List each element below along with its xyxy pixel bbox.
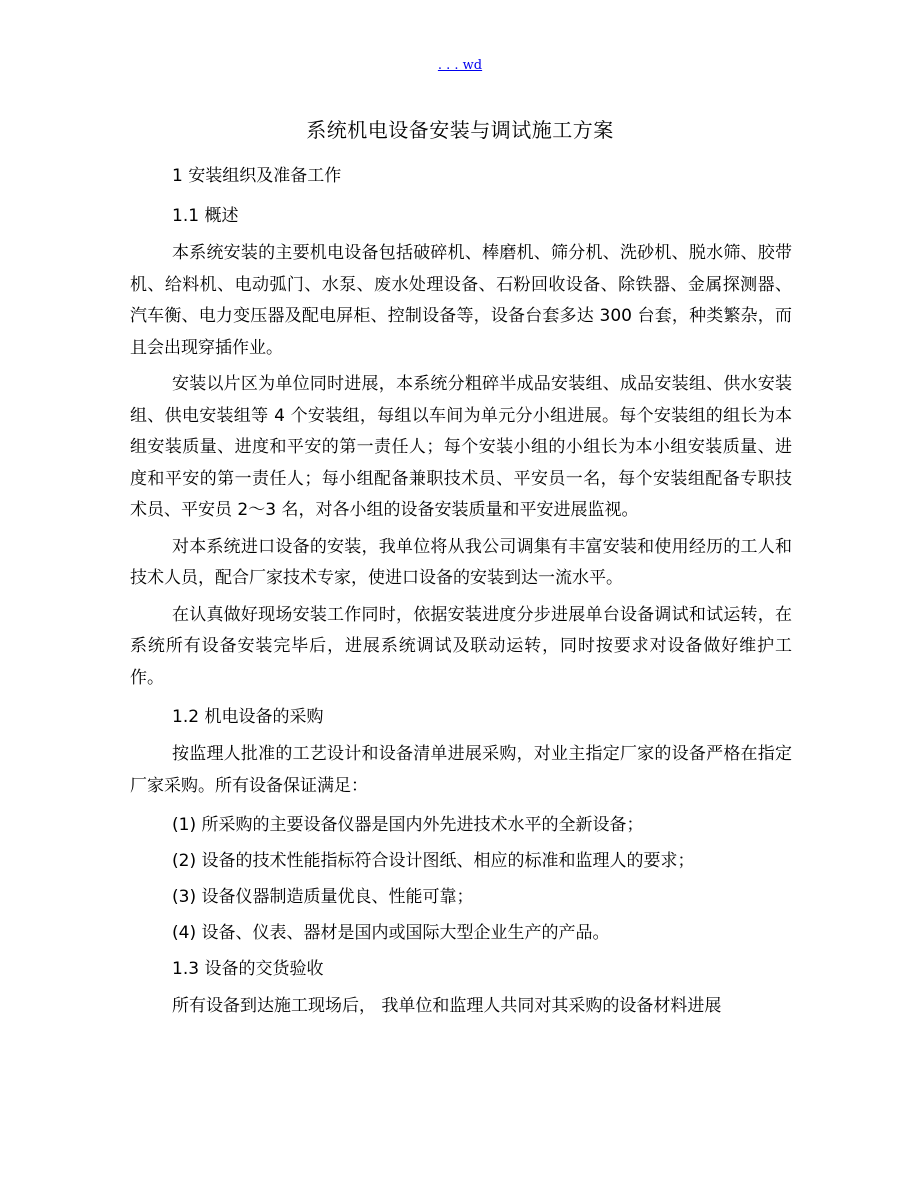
- section-1-1-paragraph-1: 本系统安装的主要机电设备包括破碎机、棒磨机、筛分机、洗砂机、脱水筛、胶带机、给料机、电动弧门、水泵、废水处理设备、石粉回收设备、除铁器、金属探测器、汽车衡、电力变压器及配电屏柜、控制设备等，设备台套多达 300 台套，种类繁杂，而且会出现穿插作业。: [130, 243, 792, 358]
- section-1-2-paragraph-1: 按监理人批准的工艺设计和设备清单进展采购，对业主指定厂家的设备严格在指定厂家采购。所有设备保证满足：: [130, 744, 792, 796]
- document-title: 系统机电设备安装与调试施工方案: [306, 118, 614, 142]
- list-item: (3) 设备仪器制造质量优良、性能可靠；: [172, 887, 474, 907]
- section-1-3-paragraph-1: 所有设备到达施工现场后， 我单位和监理人共同对其采购的设备材料进展: [172, 996, 722, 1016]
- list-item: (4) 设备、仪表、器材是国内或国际大型企业生产的产品。: [172, 923, 610, 943]
- section-1-3-heading: 1.3 设备的交货验收: [172, 959, 324, 979]
- section-1-1-paragraph-3: 对本系统进口设备的安装，我单位将从我公司调集有丰富安装和使用经历的工人和技术人员，配合厂家技术专家，使进口设备的安装到达一流水平。: [130, 536, 792, 588]
- document-body: [130, 158, 792, 1028]
- section-1-1-paragraph-2: 安装以片区为单位同时进展，本系统分粗碎半成品安装组、成品安装组、供水安装组、供电安装组等 4 个安装组，每组以车间为单元分小组进展。每个安装组的组长为本组安装质量、进度和平安的第一责任人；每个安装小组的小组长为本小组安装质量、进度和平安的第一责任人；每小组配备兼职技术员、平安员一名，每个安装组配备专职技术员、平安员 2～3 名，对各小组的设备安装质量和平安进展监视。: [130, 374, 792, 520]
- list-item: (2) 设备的技术性能指标符合设计图纸、相应的标准和监理人的要求；: [172, 851, 695, 871]
- section-1-heading: 1 安装组织及准备工作: [172, 166, 342, 186]
- section-1-1-paragraph-4: 在认真做好现场安装工作同时，依据安装进度分步进展单台设备调试和试运转，在系统所有设备安装完毕后，进展系统调试及联动运转，同时按要求对设备做好维护工作。: [130, 604, 792, 688]
- section-1-2-heading: 1.2 机电设备的采购: [172, 707, 324, 727]
- section-1-1-heading: 1.1 概述: [172, 206, 239, 226]
- header-link[interactable]: [0, 58, 920, 73]
- header-link-text[interactable]: . . . wd: [437, 58, 483, 73]
- list-item: (1) 所采购的主要设备仪器是国内外先进技术水平的全新设备；: [172, 815, 644, 835]
